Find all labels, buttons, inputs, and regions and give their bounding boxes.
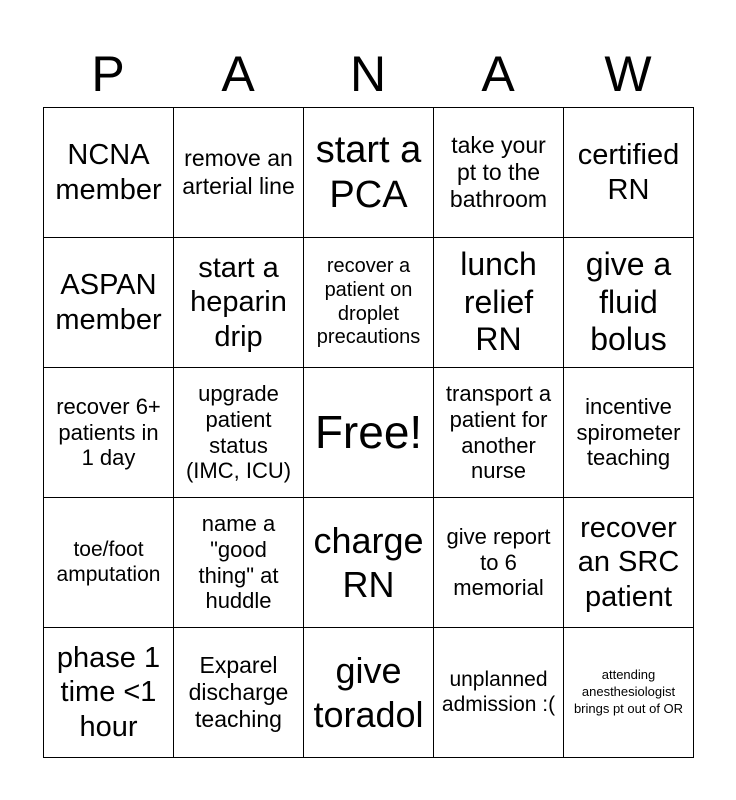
bingo-cell[interactable]: Exparel discharge teaching	[173, 627, 303, 757]
bingo-cell[interactable]: ASPAN member	[43, 237, 173, 367]
bingo-cell[interactable]: charge RN	[303, 497, 433, 627]
bingo-cell[interactable]: transport a patient for another nurse	[433, 367, 563, 497]
header-letter-a-2: A	[481, 46, 515, 102]
bingo-cell[interactable]: give report to 6 memorial	[433, 497, 563, 627]
bingo-cell[interactable]: recover 6+ patients in 1 day	[43, 367, 173, 497]
bingo-cell[interactable]: start a heparin drip	[173, 237, 303, 367]
header-letter-w: W	[604, 46, 652, 102]
bingo-header	[43, 40, 693, 108]
bingo-cell[interactable]: take your pt to the bathroom	[433, 107, 563, 237]
bingo-cell[interactable]: certified RN	[563, 107, 693, 237]
bingo-cell[interactable]: remove an arterial line	[173, 107, 303, 237]
bingo-cell[interactable]: incentive spirometer teaching	[563, 367, 693, 497]
bingo-cell[interactable]: recover an SRC patient	[563, 497, 693, 627]
bingo-cell[interactable]: phase 1 time <1 hour	[43, 627, 173, 757]
bingo-cell[interactable]: name a "good thing" at huddle	[173, 497, 303, 627]
bingo-cell[interactable]: recover a patient on droplet precautions	[303, 237, 433, 367]
bingo-cell[interactable]: start a PCA	[303, 107, 433, 237]
bingo-cell[interactable]: give toradol	[303, 627, 433, 757]
header-letter-n: N	[349, 46, 387, 102]
header-letter-p: P	[91, 46, 125, 102]
bingo-cell[interactable]: attending anesthesiologist brings pt out of OR	[563, 627, 693, 757]
bingo-cell[interactable]: upgrade patient status (IMC, ICU)	[173, 367, 303, 497]
header-letter-a: A	[221, 46, 255, 102]
free-space[interactable]: Free!	[303, 367, 433, 497]
bingo-board	[43, 107, 694, 758]
bingo-cell[interactable]: toe/foot amputation	[43, 497, 173, 627]
bingo-cell[interactable]: unplanned admission :(	[433, 627, 563, 757]
bingo-cell[interactable]: lunch relief RN	[433, 237, 563, 367]
bingo-cell[interactable]: give a fluid bolus	[563, 237, 693, 367]
bingo-cell[interactable]: NCNA member	[43, 107, 173, 237]
